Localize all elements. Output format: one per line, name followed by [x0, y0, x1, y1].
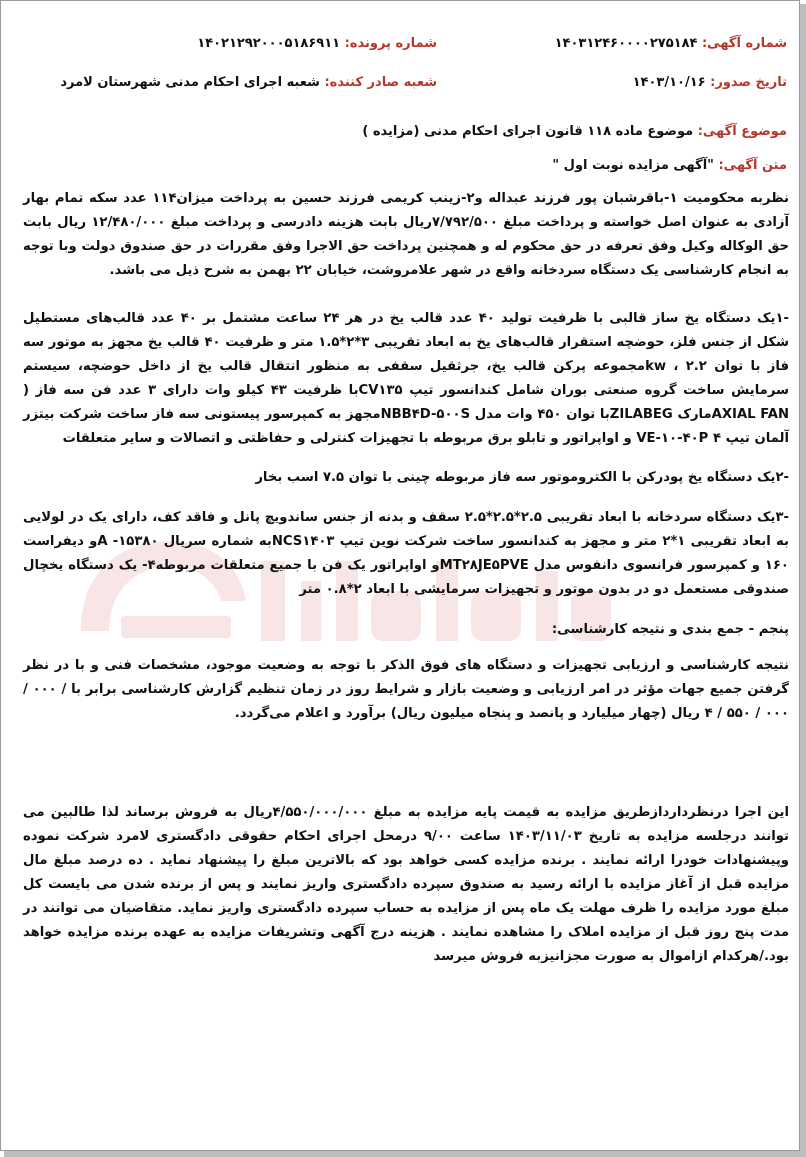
- case-number-value: ۱۴۰۲۱۲۹۲۰۰۰۵۱۸۶۹۱۱: [197, 36, 341, 51]
- issue-date-row: [633, 75, 787, 90]
- paragraph-summary-heading: پنجم - جمع بندی و نتیجه کارشناسی:: [551, 622, 789, 637]
- issue-date-label: تاریخ صدور:: [710, 75, 787, 90]
- paragraph-item-2: -۲یک دستگاه یخ پودرکن با الکتروموتور سه فاز مربوطه چینی با توان ۷.۵ اسب بخار: [255, 470, 789, 485]
- paragraph-auction-terms: این اجرا درنظرداردازطریق مزایده به قیمت پایه مزایده به مبلغ ۴/۵۵۰/۰۰۰/۰۰۰ریال به فروش برساند لذا طالبین می توانند درجلسه مزایده به تاریخ ۱۴۰۳/۱۱/۰۳ ساعت ۹/۰۰ درمحل اجرای احکام حقوقی دادگستری لامرد شرکت نموده وپیشنهادات خودرا ارائه نمایند . برنده مزایده کسی خواهد بود که بالاترین مبلغ را پیشنهاد نماید . ده درصد مبلغ مال مزایده قبل از آغاز مزایده با ارائه رسید به صندوق سپرده دادگستری واریز نمایند و پس از برنده شدن می بایست کل مبلغ مورد مزایده را ظرف مهلت یک ماه پس از مزایده به حساب سپرده دادگستری واریز نماید. متقاضیان می توانند در مدت پنج روز قبل از مزایده املاک را مشاهده نمایند . هزینه درج آگهی وتشریفات مزایده به عهده برنده مزایده خواهد بود./هرکدام ازاموال به صورت مجزانیزبه فروش میرسد: [23, 805, 789, 964]
- paragraph-intro: نظربه محکومیت ۱-باقرشبان پور فرزند عبداله و۲-زینب کریمی فرزند حسین به پرداخت میزان۱۱۴ عدد سکه تمام بهار آزادی به عنوان اصل خواسته و پرداخت مبلغ ۷/۷۹۲/۵۰۰ریال بابت هزینه دادرسی و پرداخت مبلغ ۱۲/۴۸۰/۰۰۰ ریال بابت حق الوکاله وکیل وفق تعرفه در حق محکوم له و همچنین پرداخت حق الاجرا وفق مقررات در حق صندوق دولت وبا توجه به انجام کارشناسی یک دستگاه سردخانه واقع در شهر علامروشت، خیابان ۲۲ بهمن به شرح ذیل می باشد.: [23, 191, 790, 278]
- page-shadow-bottom: [4, 1151, 806, 1157]
- ad-number-row: [555, 36, 787, 51]
- paragraph-item-3-4: -۳یک دستگاه سردخانه با ابعاد تقریبی ۲.۵*۲.۵*۲.۵ سقف و بدنه از جنس ساندویچ پانل و فاقد کف، دارای یک در لولایی به ابعاد تقریبی ۱*۲ متر و مجهز به کندانسور ساخت شرکت نوین تیپ NCS۱۴۰۳به شماره سریال ۱۵۳۸۰- Aو دیفراست ۱۶۰ و کمپرسور فرانسوی دانفوس مدل MT۲۸JE۵PVEو اواپراتور یک فن با جمیع متعلقات مربوطه۴- یک دستگاه یخچال صندوقی مستعمل دو در بدون موتور و تجهیزات سرمایشی با ابعاد ۲*۰.۸ متر: [23, 510, 790, 597]
- page-shadow-right: [800, 4, 806, 1157]
- subject-label: موضوع آگهی:: [697, 124, 787, 139]
- ad-number-label: شماره آگهی:: [701, 36, 787, 51]
- subject-row: [362, 124, 787, 139]
- issue-date-value: ۱۴۰۳/۱۰/۱۶: [632, 75, 706, 90]
- issuer-label: شعبه صادر کننده:: [324, 75, 437, 90]
- case-number-row: [197, 36, 437, 51]
- issuer-row: [60, 75, 437, 90]
- text-title: "آگهی مزایده نوبت اول ": [552, 158, 714, 173]
- paragraph-item-1: -۱یک دستگاه یخ ساز قالبی با ظرفیت تولید ۴۰ عدد قالب یخ در هر ۲۴ ساعت مشتمل بر ۴۰ عدد قالب‌های مستطیل شکل از جنس فلز، حوضچه استقرار قالب‌های یخ به ابعاد تقریبی ۳*۲*۱.۵ متر و ظرفیت ۴۰ قالب یخ مجهز به موتور سه فاز با توان ۲.۲ ، kwمجموعه پرکن قالب یخ، جرثقیل سقفی به منظور انتقال قالب یخ از داخل حوضچه، سیستم سرمایش ساخت گروه صنعتی بوران شامل کندانسور تیپ CV۱۳۵با ظرفیت ۴۳ کیلو وات دارای ۳ عدد فن سه فاز ( AXIAL FANمارک ZILABEGبا توان ۴۵۰ وات مدل NBB۴D-۵۰۰Sمجهز به کمپرسور پیستونی سه فاز ساخت شرکت بیتزر آلمان تیپ ۴ VE-۱۰-۴۰P و اواپراتور و تابلو برق مربوطه با تجهیزات کنترلی و حفاظتی و اتصالات و سایر متعلقات: [23, 311, 790, 446]
- text-label: متن آگهی:: [718, 158, 787, 173]
- case-number-label: شماره پرونده:: [344, 36, 437, 51]
- ad-number-value: ۱۴۰۳۱۲۴۶۰۰۰۰۲۷۵۱۸۴: [554, 36, 698, 51]
- subject-value: موضوع ماده ۱۱۸ قانون اجرای احکام مدنی (مزایده ): [362, 124, 694, 139]
- text-title-row: [552, 158, 787, 173]
- paragraph-summary: نتیجه کارشناسی و ارزیابی تجهیزات و دستگاه های فوق الذکر با توجه به وضعیت موجود، مشخصات فنی و با در نظر گرفتن جمیع جهات مؤثر در امر ارزیابی و وضعیت بازار و شرایط روز در زمان تنظیم گزارش کارشناسی برابر با / ۰۰۰ / ۰۰۰ / ۵۵۰ / ۴ ریال (چهار میلیارد و پانصد و پنجاه میلیون ریال) برآورد و اعلام می‌گردد.: [23, 658, 789, 721]
- issuer-value: شعبه اجرای احکام مدنی شهرستان لامرد: [60, 75, 320, 90]
